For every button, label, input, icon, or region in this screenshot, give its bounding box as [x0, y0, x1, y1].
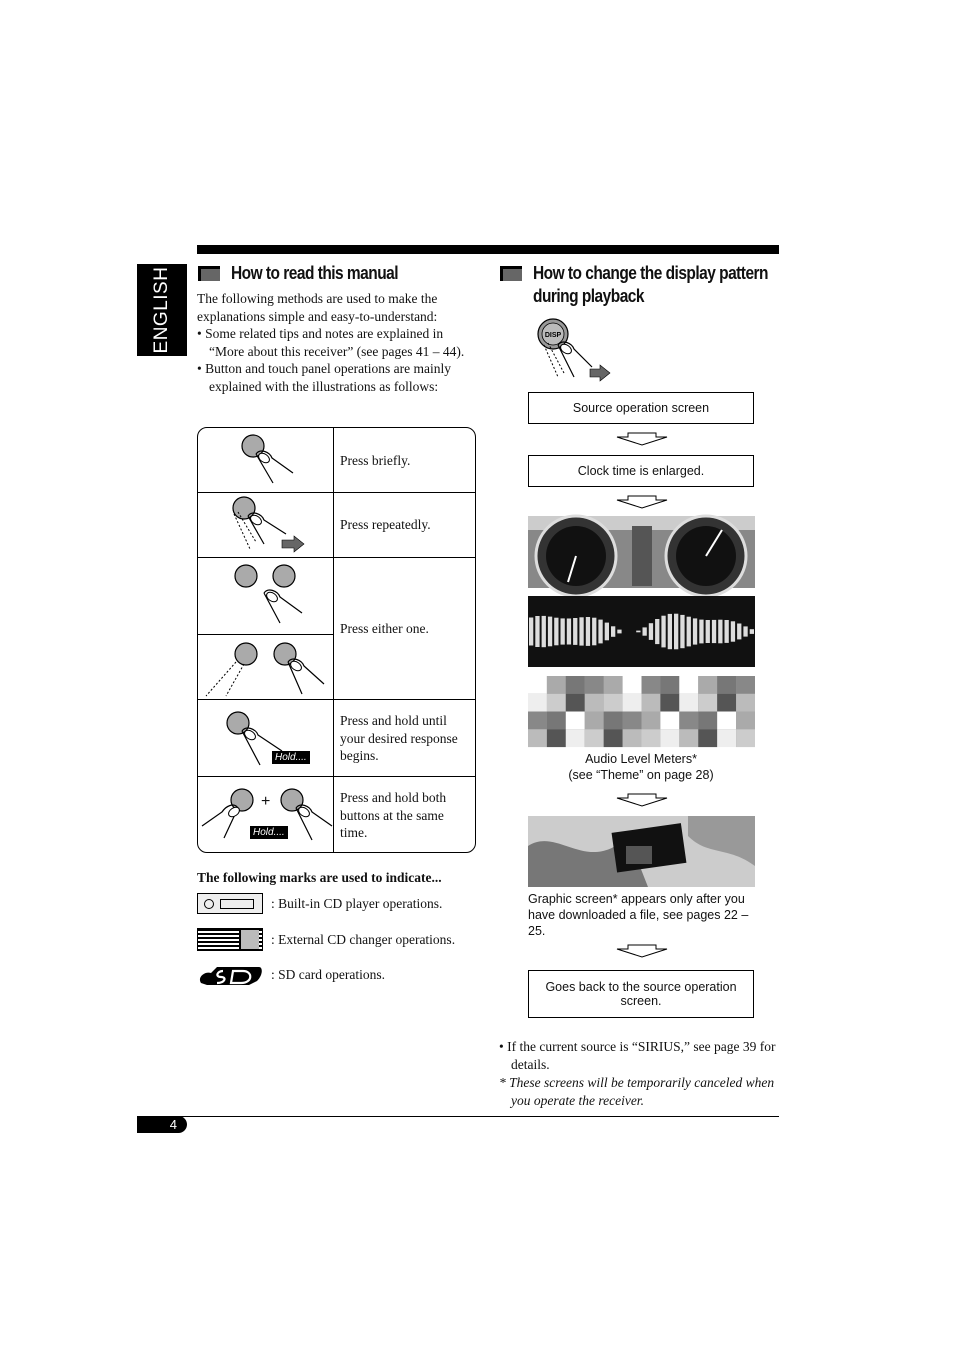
mosaic-tile: [604, 729, 623, 747]
mark-cd-player-text: : Built-in CD player operations.: [271, 896, 443, 911]
meter-bar: [636, 631, 640, 633]
mosaic-tile: [566, 712, 585, 730]
mosaic-tile: [528, 729, 547, 747]
meter-bar: [598, 620, 602, 644]
mosaic-tile: [717, 676, 736, 694]
meter-bar: [699, 620, 703, 644]
mosaic-tile: [604, 694, 623, 712]
meter-bar: [611, 626, 615, 637]
audio-caption-line1: Audio Level Meters*: [585, 752, 697, 766]
sirius-note: • If the current source is “SIRIUS,” see page 39 for details.: [499, 1039, 776, 1072]
press-repeatedly-icon: [198, 492, 333, 557]
mosaic-tile: [736, 676, 755, 694]
mosaic-tile: [642, 694, 661, 712]
meter-bar: [725, 620, 729, 643]
language-tab: [137, 264, 187, 356]
meter-bar: [731, 621, 735, 641]
bullet-1: • Some related tips and notes are explained in “More about this receiver” (see pages 41 – 44).: [197, 326, 465, 359]
row-press-briefly: Press briefly.: [340, 453, 411, 468]
down-arrow-icon: [616, 944, 668, 958]
meter-bar: [718, 620, 722, 644]
mosaic-tile: [585, 729, 604, 747]
meter-bar: [674, 614, 678, 650]
press-either-icon: [198, 557, 333, 634]
mosaic-tile: [528, 694, 547, 712]
page-number-tab: [137, 1116, 187, 1133]
down-arrow-icon: [616, 495, 668, 509]
intro-text: The following methods are used to make the explanations simple and easy-to-understand:: [197, 291, 438, 324]
left-heading: How to read this manual: [231, 263, 399, 283]
graphic-screen-image: [528, 816, 755, 887]
meter-screen-image: [528, 516, 755, 588]
press-hold-icon: [198, 699, 333, 776]
meter-bar: [542, 616, 546, 647]
audio-caption-line2: (see “Theme” on page 28): [568, 768, 714, 782]
mosaic-tile: [623, 729, 642, 747]
bottom-rule: [137, 1116, 779, 1117]
meter-bar: [554, 618, 558, 646]
press-either-alt-icon: [198, 634, 333, 699]
mosaic-tile: [566, 694, 585, 712]
meter-bar: [687, 617, 691, 647]
source-screen-box: Source operation screen: [528, 392, 754, 424]
mosaic-tile: [547, 729, 566, 747]
meter-bar: [680, 615, 684, 648]
mosaic-tile: [660, 712, 679, 730]
hold-badge: Hold....: [272, 751, 310, 764]
meter-bar: [579, 617, 583, 645]
meter-bar: [561, 618, 565, 644]
meter-bar: [737, 624, 741, 640]
mark-sd-card-text: : SD card operations.: [271, 967, 385, 982]
row-press-hold: Press and hold until your desired response begins.: [340, 713, 458, 763]
meter-bar: [573, 618, 577, 645]
mosaic-tile: [698, 712, 717, 730]
bar-meter-image: [528, 596, 755, 667]
meter-bar: [649, 623, 653, 640]
mosaic-tile: [642, 729, 661, 747]
mosaic-tile: [623, 676, 642, 694]
row-press-hold-both: Press and hold both buttons at the same time.: [340, 790, 447, 840]
meter-bar: [655, 619, 659, 644]
mosaic-tile: [660, 676, 679, 694]
clock-box: Clock time is enlarged.: [528, 455, 754, 487]
audio-caption: [528, 751, 754, 783]
meter-bar: [548, 617, 552, 647]
mosaic-tile: [604, 676, 623, 694]
mosaic-tile: [604, 712, 623, 730]
meter-bar: [617, 630, 621, 634]
mosaic-tile: [585, 712, 604, 730]
marks-heading: The following marks are used to indicate...: [197, 870, 442, 885]
press-hold-both-icon: [198, 776, 333, 853]
cd-changer-icon: [197, 928, 263, 951]
disp-label: DISP: [544, 332, 562, 339]
illustration-table: [197, 427, 476, 853]
mosaic-tile: [679, 712, 698, 730]
bullet-2: • Button and touch panel operations are mainly explained with the illustrations as follows:: [197, 361, 452, 394]
footnote: * These screens will be temporarily canceled when you operate the receiver.: [499, 1075, 775, 1108]
mosaic-tile: [717, 712, 736, 730]
hold-badge: Hold....: [250, 826, 288, 839]
mosaic-tile: [547, 676, 566, 694]
section-icon: [198, 266, 220, 281]
mark-cd-changer-text: : External CD changer operations.: [271, 932, 456, 947]
meter-bar: [693, 618, 697, 644]
mosaic-tile: [717, 729, 736, 747]
mosaic-tile: [528, 712, 547, 730]
meter-bar: [661, 616, 665, 648]
left-intro: [197, 290, 477, 395]
page-number: 4: [169, 1117, 177, 1132]
mosaic-tile: [547, 694, 566, 712]
row-press-repeatedly: Press repeatedly.: [340, 517, 431, 532]
mosaic-tile: [679, 676, 698, 694]
mosaic-tile: [679, 694, 698, 712]
right-heading-line2: during playback: [533, 286, 644, 306]
right-heading: [533, 262, 768, 308]
meter-bar: [668, 614, 672, 649]
meter-bar: [750, 629, 754, 634]
plus-sign: +: [261, 793, 271, 810]
mosaic-image: [528, 676, 755, 747]
mosaic-tile: [642, 676, 661, 694]
mosaic-tile: [736, 712, 755, 730]
mosaic-tile: [679, 729, 698, 747]
mosaic-tile: [547, 712, 566, 730]
mosaic-tile: [698, 694, 717, 712]
mosaic-tile: [660, 694, 679, 712]
back-box: Goes back to the source operation screen.: [528, 970, 754, 1018]
mosaic-tile: [623, 712, 642, 730]
mosaic-tile: [698, 729, 717, 747]
mosaic-tile: [698, 676, 717, 694]
meter-bar: [586, 617, 590, 646]
down-arrow-icon: [616, 793, 668, 807]
meter-bar: [535, 616, 539, 647]
down-arrow-icon: [616, 432, 668, 446]
meter-bar: [567, 619, 571, 645]
meter-bar: [643, 627, 647, 635]
mosaic-tile: [623, 694, 642, 712]
section-icon: [500, 266, 522, 281]
mosaic-tile: [528, 676, 547, 694]
mosaic-tile: [585, 676, 604, 694]
mosaic-tile: [736, 729, 755, 747]
meter-bar: [706, 620, 710, 643]
sd-card-icon: [197, 963, 263, 987]
press-briefly-icon: [198, 428, 333, 492]
mosaic-tile: [566, 676, 585, 694]
mosaic-tile: [642, 712, 661, 730]
mosaic-tile: [660, 729, 679, 747]
right-heading-line1: How to change the display pattern: [533, 263, 768, 283]
meter-bar: [743, 626, 747, 636]
mosaic-tile: [585, 694, 604, 712]
mosaic-tile: [566, 729, 585, 747]
top-rule: [197, 245, 779, 254]
meter-bar: [712, 620, 716, 643]
row-press-either: Press either one.: [340, 621, 429, 636]
mosaic-tile: [736, 694, 755, 712]
disp-press-icon: [530, 315, 620, 385]
language-tab-label: ENGLISH: [151, 266, 172, 354]
mosaic-tile: [717, 694, 736, 712]
meter-bar: [529, 618, 533, 646]
meter-bar: [592, 618, 596, 646]
cd-player-icon: [197, 893, 263, 914]
graphic-caption: Graphic screen* appears only after you have downloaded a file, see pages 22 – 25.: [528, 892, 749, 938]
meter-bar: [605, 623, 609, 641]
